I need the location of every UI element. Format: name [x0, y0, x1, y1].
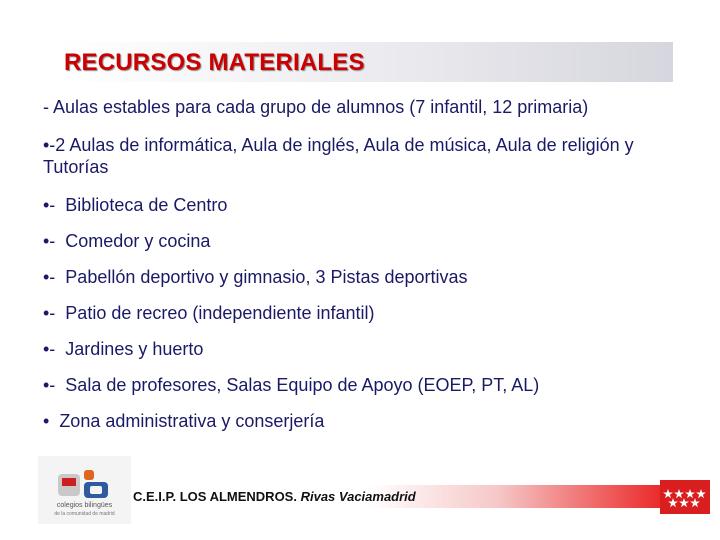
list-item: [43, 302, 703, 324]
list-item: [43, 266, 703, 288]
list-item-text: Jardines y huerto: [65, 339, 204, 359]
bullet-marker: •-: [43, 303, 56, 323]
list-item: [43, 230, 703, 252]
list-item: [43, 410, 703, 432]
footer-school: [133, 489, 416, 504]
list-item-text: Pabellón deportivo y gimnasio, 3 Pistas deportivas: [65, 267, 468, 287]
footer-band: [131, 485, 671, 508]
bullet-marker: •-: [43, 375, 56, 395]
madrid-flag-icon: [660, 480, 710, 514]
list-item-text: Sala de profesores, Salas Equipo de Apoyo (EOEP, PT, AL): [65, 375, 540, 395]
title-bar: [58, 42, 673, 82]
bullet-marker: •-: [43, 231, 56, 251]
list-item-text: Comedor y cocina: [65, 231, 211, 251]
slide-title: RECURSOS MATERIALES: [64, 49, 365, 76]
footer: [38, 456, 710, 526]
list-item: [43, 374, 703, 396]
bullet-marker: •-: [43, 135, 56, 155]
list-item-text: Zona administrativa y conserjería: [59, 411, 325, 431]
intro-line: - Aulas estables para cada grupo de alumnos (7 infantil, 12 primaria): [43, 97, 589, 117]
content: [43, 96, 703, 446]
list-item-text: 2 Aulas de informática, Aula de inglés, Aula de música, Aula de religión y Tutorías: [43, 135, 634, 177]
logo-line-1: colegios bilingües: [56, 502, 113, 509]
list-item: [43, 134, 693, 178]
logo-mark: [56, 468, 112, 500]
school-name: C.E.I.P. LOS ALMENDROS.: [133, 489, 297, 504]
flag-stars: [660, 480, 710, 514]
bullet-marker: •-: [43, 195, 56, 215]
list-item-text: Patio de recreo (independiente infantil): [65, 303, 375, 323]
list-item-text: Biblioteca de Centro: [65, 195, 228, 215]
bullet-marker: •-: [43, 267, 56, 287]
bullet-marker: •-: [43, 339, 56, 359]
logo-line-2: de la comunidad de madrid: [54, 511, 115, 517]
bilingual-schools-logo-icon: [38, 456, 131, 524]
school-town: Rivas Vaciamadrid: [300, 489, 416, 504]
list-item: [43, 338, 703, 360]
list-item: [43, 194, 703, 216]
bullet-marker: •: [43, 411, 50, 431]
